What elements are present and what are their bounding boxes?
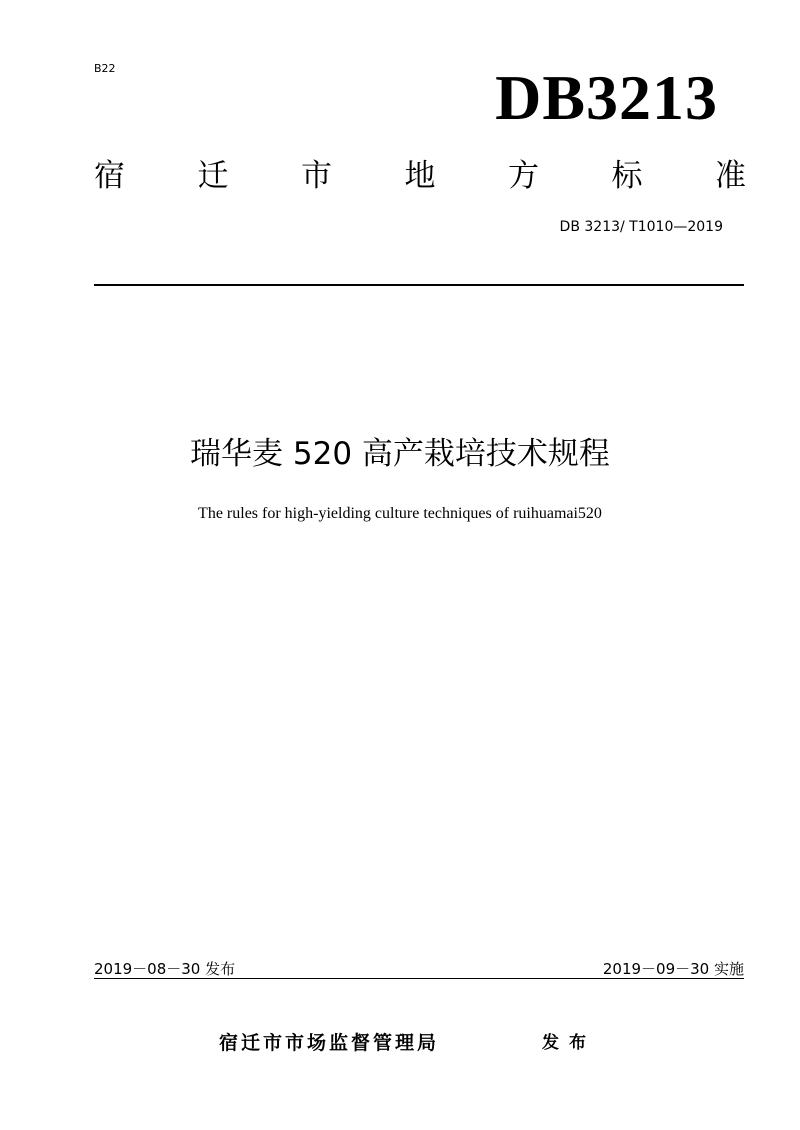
document-title-english: The rules for high-yielding culture techniques of ruihuamai520 bbox=[198, 505, 602, 522]
standard-type-heading bbox=[94, 154, 746, 198]
footer-divider bbox=[94, 978, 744, 979]
standard-type-char: 迁 bbox=[197, 158, 229, 194]
db-code: DB3213 bbox=[495, 62, 718, 133]
classification-code: B22 bbox=[94, 62, 116, 75]
issue-date: 2019－08－30 发布 bbox=[94, 960, 236, 978]
standard-type-char: 地 bbox=[404, 158, 436, 194]
standard-type-char: 标 bbox=[611, 158, 643, 194]
standard-type-char: 准 bbox=[715, 158, 746, 194]
document-title-chinese: 瑞华麦 520 高产栽培技术规程 bbox=[190, 436, 610, 472]
standard-type-char: 市 bbox=[301, 158, 332, 194]
issuer-action: 发布 bbox=[542, 1033, 596, 1053]
issuing-authority: 宿迁市市场监督管理局 bbox=[219, 1032, 440, 1054]
implementation-date: 2019－09－30 实施 bbox=[602, 960, 744, 978]
standard-type-char: 方 bbox=[508, 158, 539, 194]
standard-type-char: 宿 bbox=[94, 158, 125, 194]
standard-number: DB 3213/ T1010—2019 bbox=[559, 219, 723, 235]
header-divider bbox=[94, 284, 744, 286]
